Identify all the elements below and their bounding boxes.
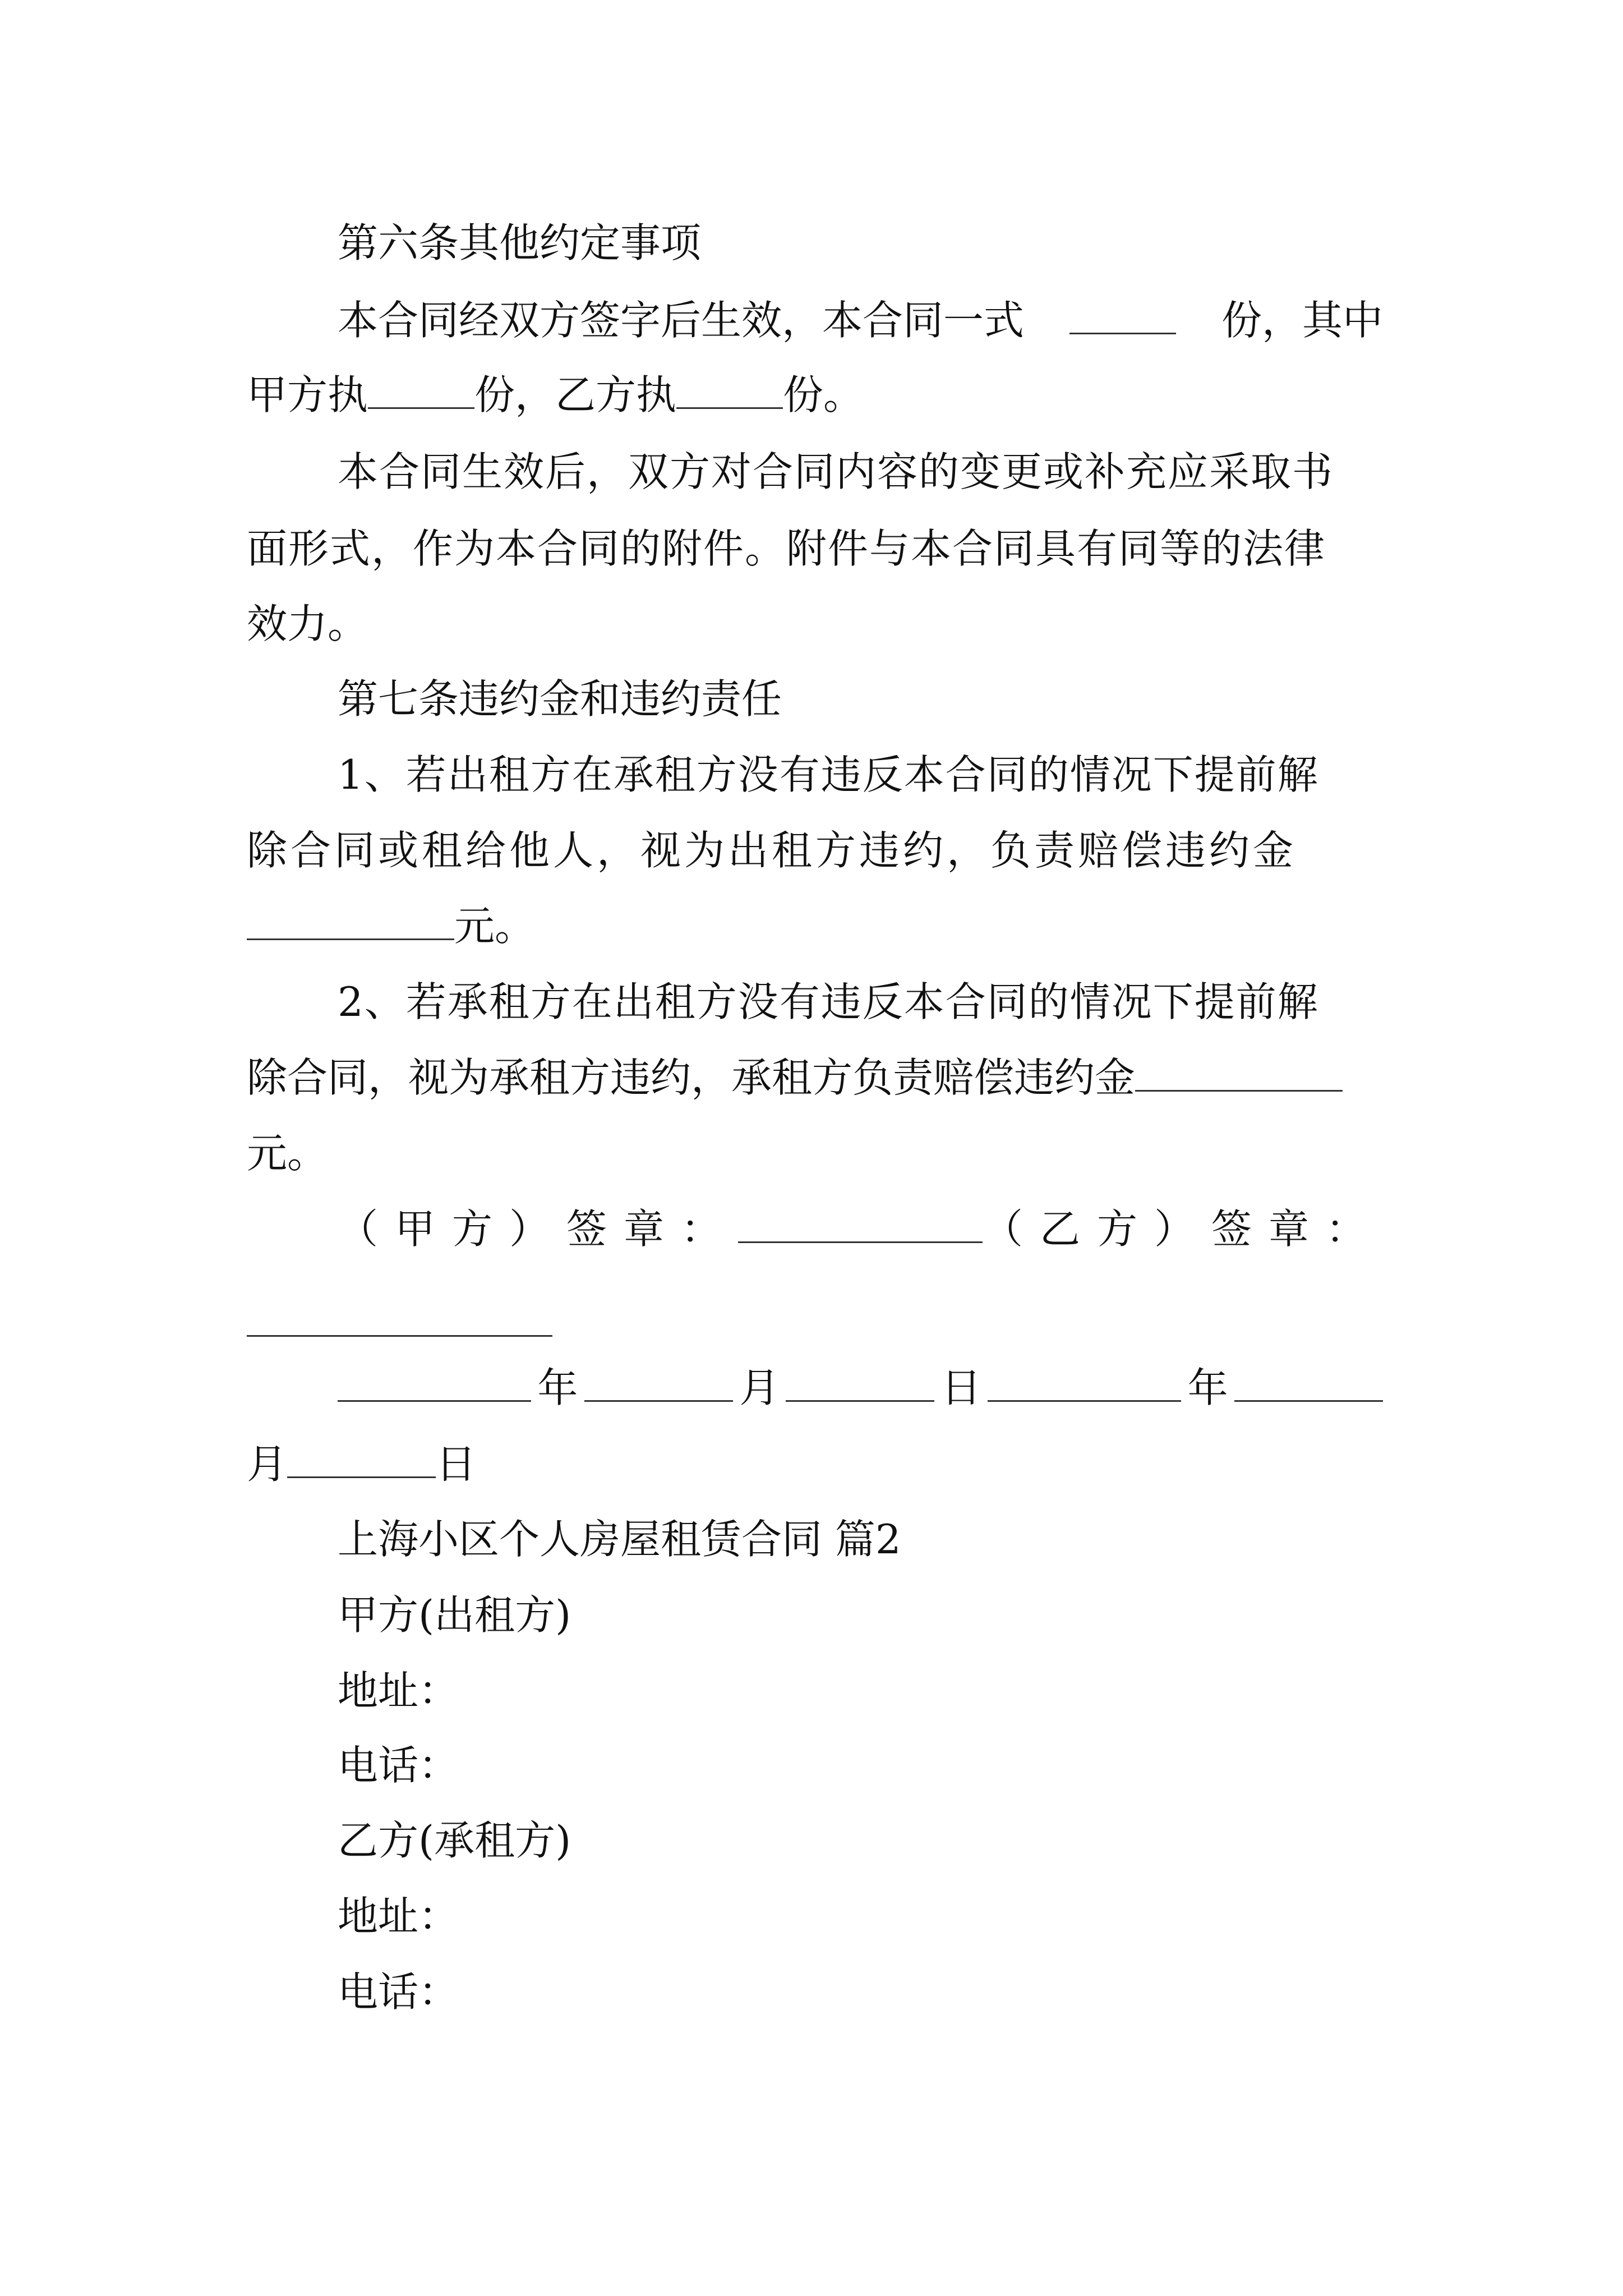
article7-clause1-line1: 1、若出租方在承租方没有违反本合同的情况下提前解 [338, 751, 1319, 798]
party-a-day-label: 日 [940, 1364, 981, 1411]
party-a-signature-blank [738, 1207, 983, 1243]
party-b-signature-label: （乙方）签章： [982, 1205, 1383, 1253]
party-b-year-label: 年 [1187, 1364, 1228, 1411]
penalty-amount-lessee-blank [1135, 1055, 1343, 1092]
signature-line [338, 1201, 1383, 1257]
article7-clause2-line1: 2、若承租方在出租方没有违反本合同的情况下提前解 [338, 978, 1319, 1025]
party-a-month-blank [584, 1365, 733, 1402]
party-a-month-label: 月 [739, 1364, 780, 1411]
copies-party-a-blank [368, 372, 474, 409]
party-a-year-label: 年 [537, 1364, 578, 1411]
article6-para1-text1: 本合同经双方签字后生效，本合同一式 [338, 297, 1025, 344]
party-a-signature-label: （甲方）签章： [338, 1205, 739, 1253]
party-b-signature-blank [247, 1335, 552, 1337]
article7-heading: 第七条违约金和违约责任 [338, 675, 782, 723]
party-b-month-blank-part [1234, 1365, 1383, 1402]
article6-para1-line1 [338, 292, 1383, 348]
article7-clause2-text2: 除合同，视为承租方违约，承租方负责赔偿违约金 [247, 1054, 1136, 1101]
party-b-month-label: 月 [247, 1441, 288, 1488]
article6-para2-line1: 本合同生效后，双方对合同内容的变更或补充应采取书 [338, 448, 1334, 495]
party-a-day-blank [786, 1365, 934, 1402]
party-b-day-blank [287, 1442, 436, 1478]
contract2-title: 上海小区个人房屋租赁合同 篇2 [338, 1516, 901, 1563]
article7-clause2-line2 [247, 1050, 1343, 1106]
article6-para2-line3: 效力。 [247, 600, 368, 647]
penalty-amount-lessor-blank [247, 904, 454, 940]
article6-para1-text2: 份，其中 [1221, 297, 1383, 344]
contract2-party-b-address: 地址： [338, 1893, 459, 1940]
contract2-party-b-phone: 电话： [338, 1968, 459, 2016]
article6-para1-line2 [247, 367, 864, 423]
contract2-party-a-address: 地址： [338, 1667, 459, 1714]
article6-heading: 第六条其他约定事项 [338, 219, 702, 266]
article6-para1-text5: 份。 [783, 371, 864, 418]
date-line-continued [247, 1436, 476, 1492]
article7-clause1-line3 [247, 898, 535, 954]
article7-clause2-line3: 元。 [247, 1130, 328, 1177]
contract2-party-b: 乙方(承租方) [338, 1817, 571, 1864]
article7-clause1-line2: 除合同或租给他人，视为出租方违约，负责赔偿违约金 [247, 827, 1297, 874]
article6-para1-text4: 份，乙方执 [474, 371, 677, 418]
article6-para1-text3: 甲方执 [247, 371, 368, 418]
party-a-year-blank [338, 1365, 531, 1402]
copies-total-blank [1069, 298, 1176, 334]
article6-para2-line2: 面形式，作为本合同的附件。附件与本合同具有同等的法律 [247, 525, 1326, 572]
copies-party-b-blank [676, 372, 783, 409]
article7-clause1-text3: 元。 [454, 903, 536, 950]
party-b-year-blank [988, 1365, 1181, 1402]
contract2-party-a: 甲方(出租方) [338, 1591, 571, 1639]
contract2-party-a-phone: 电话： [338, 1742, 459, 1789]
date-line [338, 1360, 1383, 1416]
party-b-day-label: 日 [436, 1441, 477, 1488]
